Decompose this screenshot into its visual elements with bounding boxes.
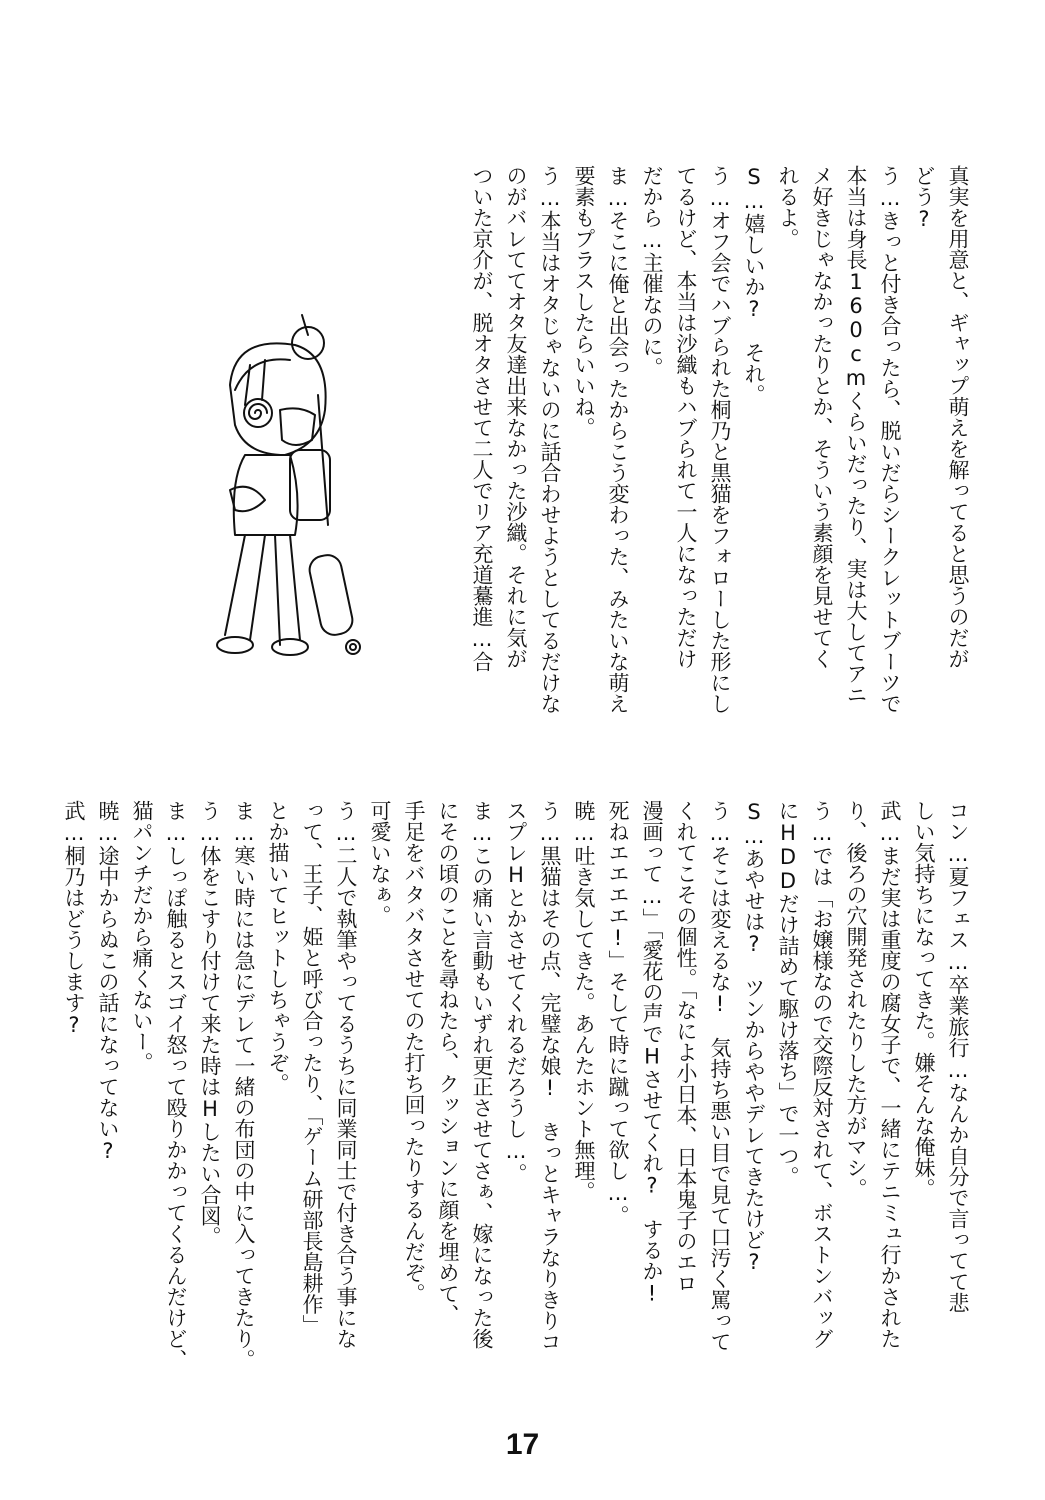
text-line: 本当は身長160cmくらいだったり、実は大してアニ xyxy=(844,165,868,705)
text-line: どう? xyxy=(912,165,936,231)
text-line: って、王子、姫と呼び合ったり、「ゲーム研部長島耕作」 xyxy=(300,800,324,1336)
text-line: ま…寒い時には急にデレて一緒の布団の中に入ってきたり。 xyxy=(232,800,256,1370)
shoe-left-shape xyxy=(217,637,253,653)
top-dialogue-block xyxy=(465,165,975,725)
text-line: れるよ。 xyxy=(776,165,800,249)
text-line: コン…夏フェス…卒業旅行…なんか自分で言ってて悲 xyxy=(946,800,970,1313)
bangs-shape xyxy=(235,359,290,405)
text-line: ま…この痛い言動もいずれ更正させてさぁ、嫁になった後 xyxy=(470,800,494,1349)
legs-shape xyxy=(225,535,300,645)
text-line: り、後ろの穴開発されたりした方がマシ。 xyxy=(844,800,868,1199)
text-line: う…オフ会でハブられた桐乃と黒猫をフォローした形にし xyxy=(708,165,732,714)
text-line: ま…しっぽ触るとスゴイ怒って殴りかかってくるんだけど、 xyxy=(164,800,188,1370)
bottom-dialogue-block xyxy=(57,800,975,1370)
text-line: う…では「お嬢様なので交際反対されて、ボストンバッグ xyxy=(810,800,834,1349)
text-line: S…嬉しいか? それ。 xyxy=(742,165,766,405)
text-line: ついた京介が、脱オタさせて二人でリア充道驀進…合 xyxy=(470,165,494,672)
text-line: 手足をバタバタさせてのた打ち回ったりするんだぞ。 xyxy=(402,800,426,1304)
text-line: 武…桐乃はどうします? xyxy=(62,800,86,1037)
text-line: 猫パンチだから痛くないー。 xyxy=(130,800,154,1073)
text-line: メ好きじゃなかったりとか、そういう素顔を見せてく xyxy=(810,165,834,669)
text-line: 死ねエエエエ!」そして時に蹴って欲し…。 xyxy=(606,800,630,1226)
text-line: 武…まだ実は重度の腐女子で、一緒にテニミュ行かされた xyxy=(878,800,902,1349)
text-line: 要素もプラスしたらいいね。 xyxy=(572,165,596,438)
text-line: くれてこその個性。「なによ小日本、日本鬼子のエロ xyxy=(674,800,698,1294)
text-line: しい気持ちになってきた。嫌そんな俺妹。 xyxy=(912,800,936,1199)
text-line: だから…主催なのに。 xyxy=(640,165,664,378)
text-line: 可愛いなぁ。 xyxy=(368,800,392,926)
suitcase-shape xyxy=(307,553,355,638)
text-line: のがバレててオタ友達出来なかった沙織。それに気が xyxy=(504,165,528,669)
text-line: う…きっと付き合ったら、脱いだらシークレットブーツで xyxy=(878,165,902,714)
text-line: う…体をこすり付けて来た時はHしたい合図。 xyxy=(198,800,222,1247)
text-line: S…あやせは? ツンからややデレてきたけど? xyxy=(742,800,766,1274)
page-number: 17 xyxy=(505,1428,540,1461)
text-line: う…そこは変えるな! 気持ち悪い目で見て口汚く罵って xyxy=(708,800,732,1352)
text-line: てるけど、本当は沙織もハブられて一人になっただけ xyxy=(674,165,698,669)
text-line: 暁…吐き気してきた。あんたホント無理。 xyxy=(572,800,596,1202)
suitcase-wheel-shape xyxy=(346,640,360,654)
text-line: スプレHとかさせてくれるだろうし…。 xyxy=(504,800,528,1184)
shoe-right-shape xyxy=(272,639,308,655)
text-line: う…本当はオタじゃないのに話合わせようとしてるだけな xyxy=(538,165,562,714)
character-illustration xyxy=(190,305,370,685)
text-line: 暁…途中からぬこの話になってない? xyxy=(96,800,120,1163)
poster-tube-shape xyxy=(318,395,328,525)
text-line: ま…そこに俺と出会ったからこう変わった、みたいな萌え xyxy=(606,165,630,714)
glasses-swirl-shape xyxy=(249,404,267,419)
text-line: う…二人で執筆やってるうちに同業同士で付き合う事にな xyxy=(334,800,358,1349)
text-line: とか描いてヒットしちゃうぞ。 xyxy=(266,800,290,1094)
text-line: にその頃のことを尋ねたら、クッションに顔を埋めて、 xyxy=(436,800,460,1325)
text-line: 真実を用意と、ギャップ萌えを解ってると思うのだが xyxy=(946,165,970,669)
text-line: 漫画って…」「愛花の声でHさせてくれ? するか! xyxy=(640,800,664,1306)
hair-stick-shape xyxy=(302,315,308,335)
mask-shape xyxy=(280,408,315,445)
text-line: にHDDだけ詰めて駆け落ち」で一つ。 xyxy=(776,800,800,1187)
suitcase-wheel-hub-shape xyxy=(350,644,356,650)
text-line: う…黒猫はその点、完璧な娘! きっとキャラなりきりコ xyxy=(538,800,562,1352)
jacket-shape xyxy=(234,455,298,535)
